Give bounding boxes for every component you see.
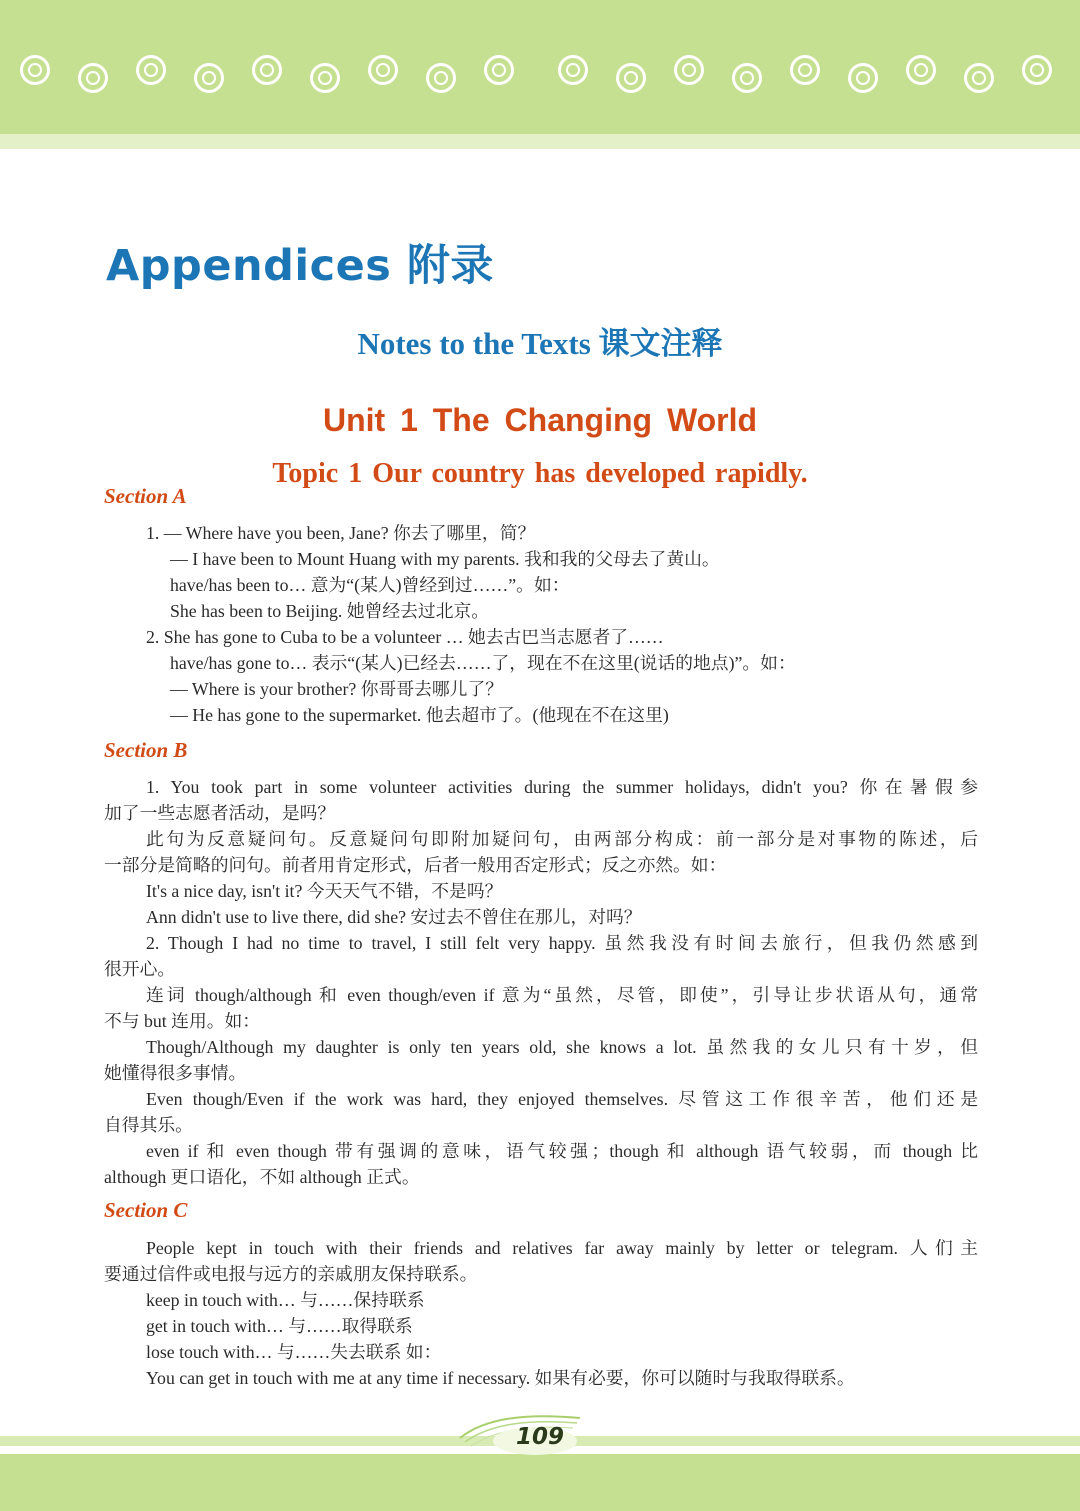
concentric-circle-icon: [310, 63, 340, 93]
section-b-heading: Section B: [104, 738, 188, 762]
notes-title: Notes to the Texts 课文注释: [357, 326, 723, 361]
concentric-circle-icon: [252, 55, 282, 85]
concentric-circle-icon: [426, 63, 456, 93]
concentric-circle-icon: [558, 55, 588, 85]
text-line: 1. You took part in some volunteer activities during the summer holidays, didn't you? 你在暑假参: [146, 777, 978, 797]
concentric-circle-icon: [368, 55, 398, 85]
footer-band: [0, 1454, 1080, 1511]
text-line: You can get in touch with me at any time if necessary. 如果有必要，你可以随时与我取得联系。: [146, 1368, 855, 1388]
header-decoration: [0, 0, 1080, 134]
unit-title: Unit 1 The Changing World: [322, 402, 758, 438]
text-line: 不与 but 连用。如：: [104, 1011, 261, 1031]
text-line: have/has gone to… 表示“(某人)已经去……了，现在不在这里(说话的地点)”。如：: [170, 653, 796, 673]
text-line: 连词 though/although 和 even though/even if 意为“虽然，尽管，即使”，引导让步状语从句，通常: [146, 985, 978, 1005]
text-line: 一部分是简略的问句。前者用肯定形式，后者一般用否定形式；反之亦然。如：: [104, 855, 727, 875]
text-line: 很开心。: [104, 959, 176, 979]
concentric-circle-icon: [484, 55, 514, 85]
concentric-circle-icon: [790, 55, 820, 85]
concentric-circle-icon: [616, 63, 646, 93]
header-strip: [0, 134, 1080, 149]
text-line: Ann didn't use to live there, did she? 安过去不曾住在那儿，对吗？: [146, 907, 642, 927]
text-line: 2. Though I had no time to travel, I still felt very happy. 虽然我没有时间去旅行，但我仍然感到: [146, 933, 978, 953]
text-line: Though/Although my daughter is only ten years old, she knows a lot. 虽然我的女儿只有十岁，但: [146, 1037, 978, 1057]
concentric-circle-icon: [906, 55, 936, 85]
concentric-circle-icon: [674, 55, 704, 85]
page-number: 109: [515, 1424, 564, 1450]
section-a-heading: Section A: [104, 484, 187, 508]
text-line: It's a nice day, isn't it? 今天天气不错，不是吗？: [146, 881, 503, 901]
text-line: get in touch with… 与……取得联系: [146, 1316, 413, 1336]
text-line: 此句为反意疑问句。反意疑问句即附加疑问句，由两部分构成：前一部分是对事物的陈述，后: [146, 829, 978, 849]
text-line: 2. She has gone to Cuba to be a volunteer … 她去古巴当志愿者了……: [146, 627, 664, 647]
concentric-circle-icon: [732, 63, 762, 93]
concentric-circle-icon: [848, 63, 878, 93]
text-line: even if 和 even though 带有强调的意味，语气较强；though 和 although 语气较弱，而 though 比: [146, 1141, 978, 1161]
text-line: lose touch with… 与……失去联系 如：: [146, 1342, 442, 1362]
text-line: She has been to Beijing. 她曾经去过北京。: [170, 601, 490, 621]
text-line: 1. — Where have you been, Jane? 你去了哪里，简？: [146, 523, 536, 543]
text-line: although 更口语化，不如 although 正式。: [104, 1167, 420, 1187]
concentric-circle-icon: [964, 63, 994, 93]
text-line: keep in touch with… 与……保持联系: [146, 1290, 425, 1310]
text-line: 要通过信件或电报与远方的亲戚朋友保持联系。: [104, 1264, 478, 1284]
text-line: Even though/Even if the work was hard, they enjoyed themselves. 尽管这工作很辛苦，他们还是: [146, 1089, 978, 1109]
section-c-heading: Section C: [104, 1198, 188, 1222]
text-line: 加了一些志愿者活动，是吗？: [104, 803, 336, 823]
text-line: — Where is your brother? 你哥哥去哪儿了？: [170, 679, 504, 699]
concentric-circle-icon: [1022, 55, 1052, 85]
page-title: Appendices 附录: [106, 241, 494, 291]
text-line: have/has been to… 意为“(某人)曾经到过……”。如：: [170, 575, 570, 595]
text-line: 她懂得很多事情。: [104, 1063, 247, 1083]
text-line: 自得其乐。: [104, 1115, 193, 1135]
concentric-circle-icon: [136, 55, 166, 85]
topic-title: Topic 1 Our country has developed rapidly.: [272, 458, 808, 489]
concentric-circle-icon: [194, 63, 224, 93]
text-line: — I have been to Mount Huang with my parents. 我和我的父母去了黄山。: [170, 549, 720, 569]
text-line: — He has gone to the supermarket. 他去超市了。(他现在不在这里): [170, 705, 669, 725]
concentric-circle-icon: [20, 55, 50, 85]
concentric-circle-icon: [78, 63, 108, 93]
text-line: People kept in touch with their friends and relatives far away mainly by letter or telegram. 人们主: [146, 1238, 978, 1258]
